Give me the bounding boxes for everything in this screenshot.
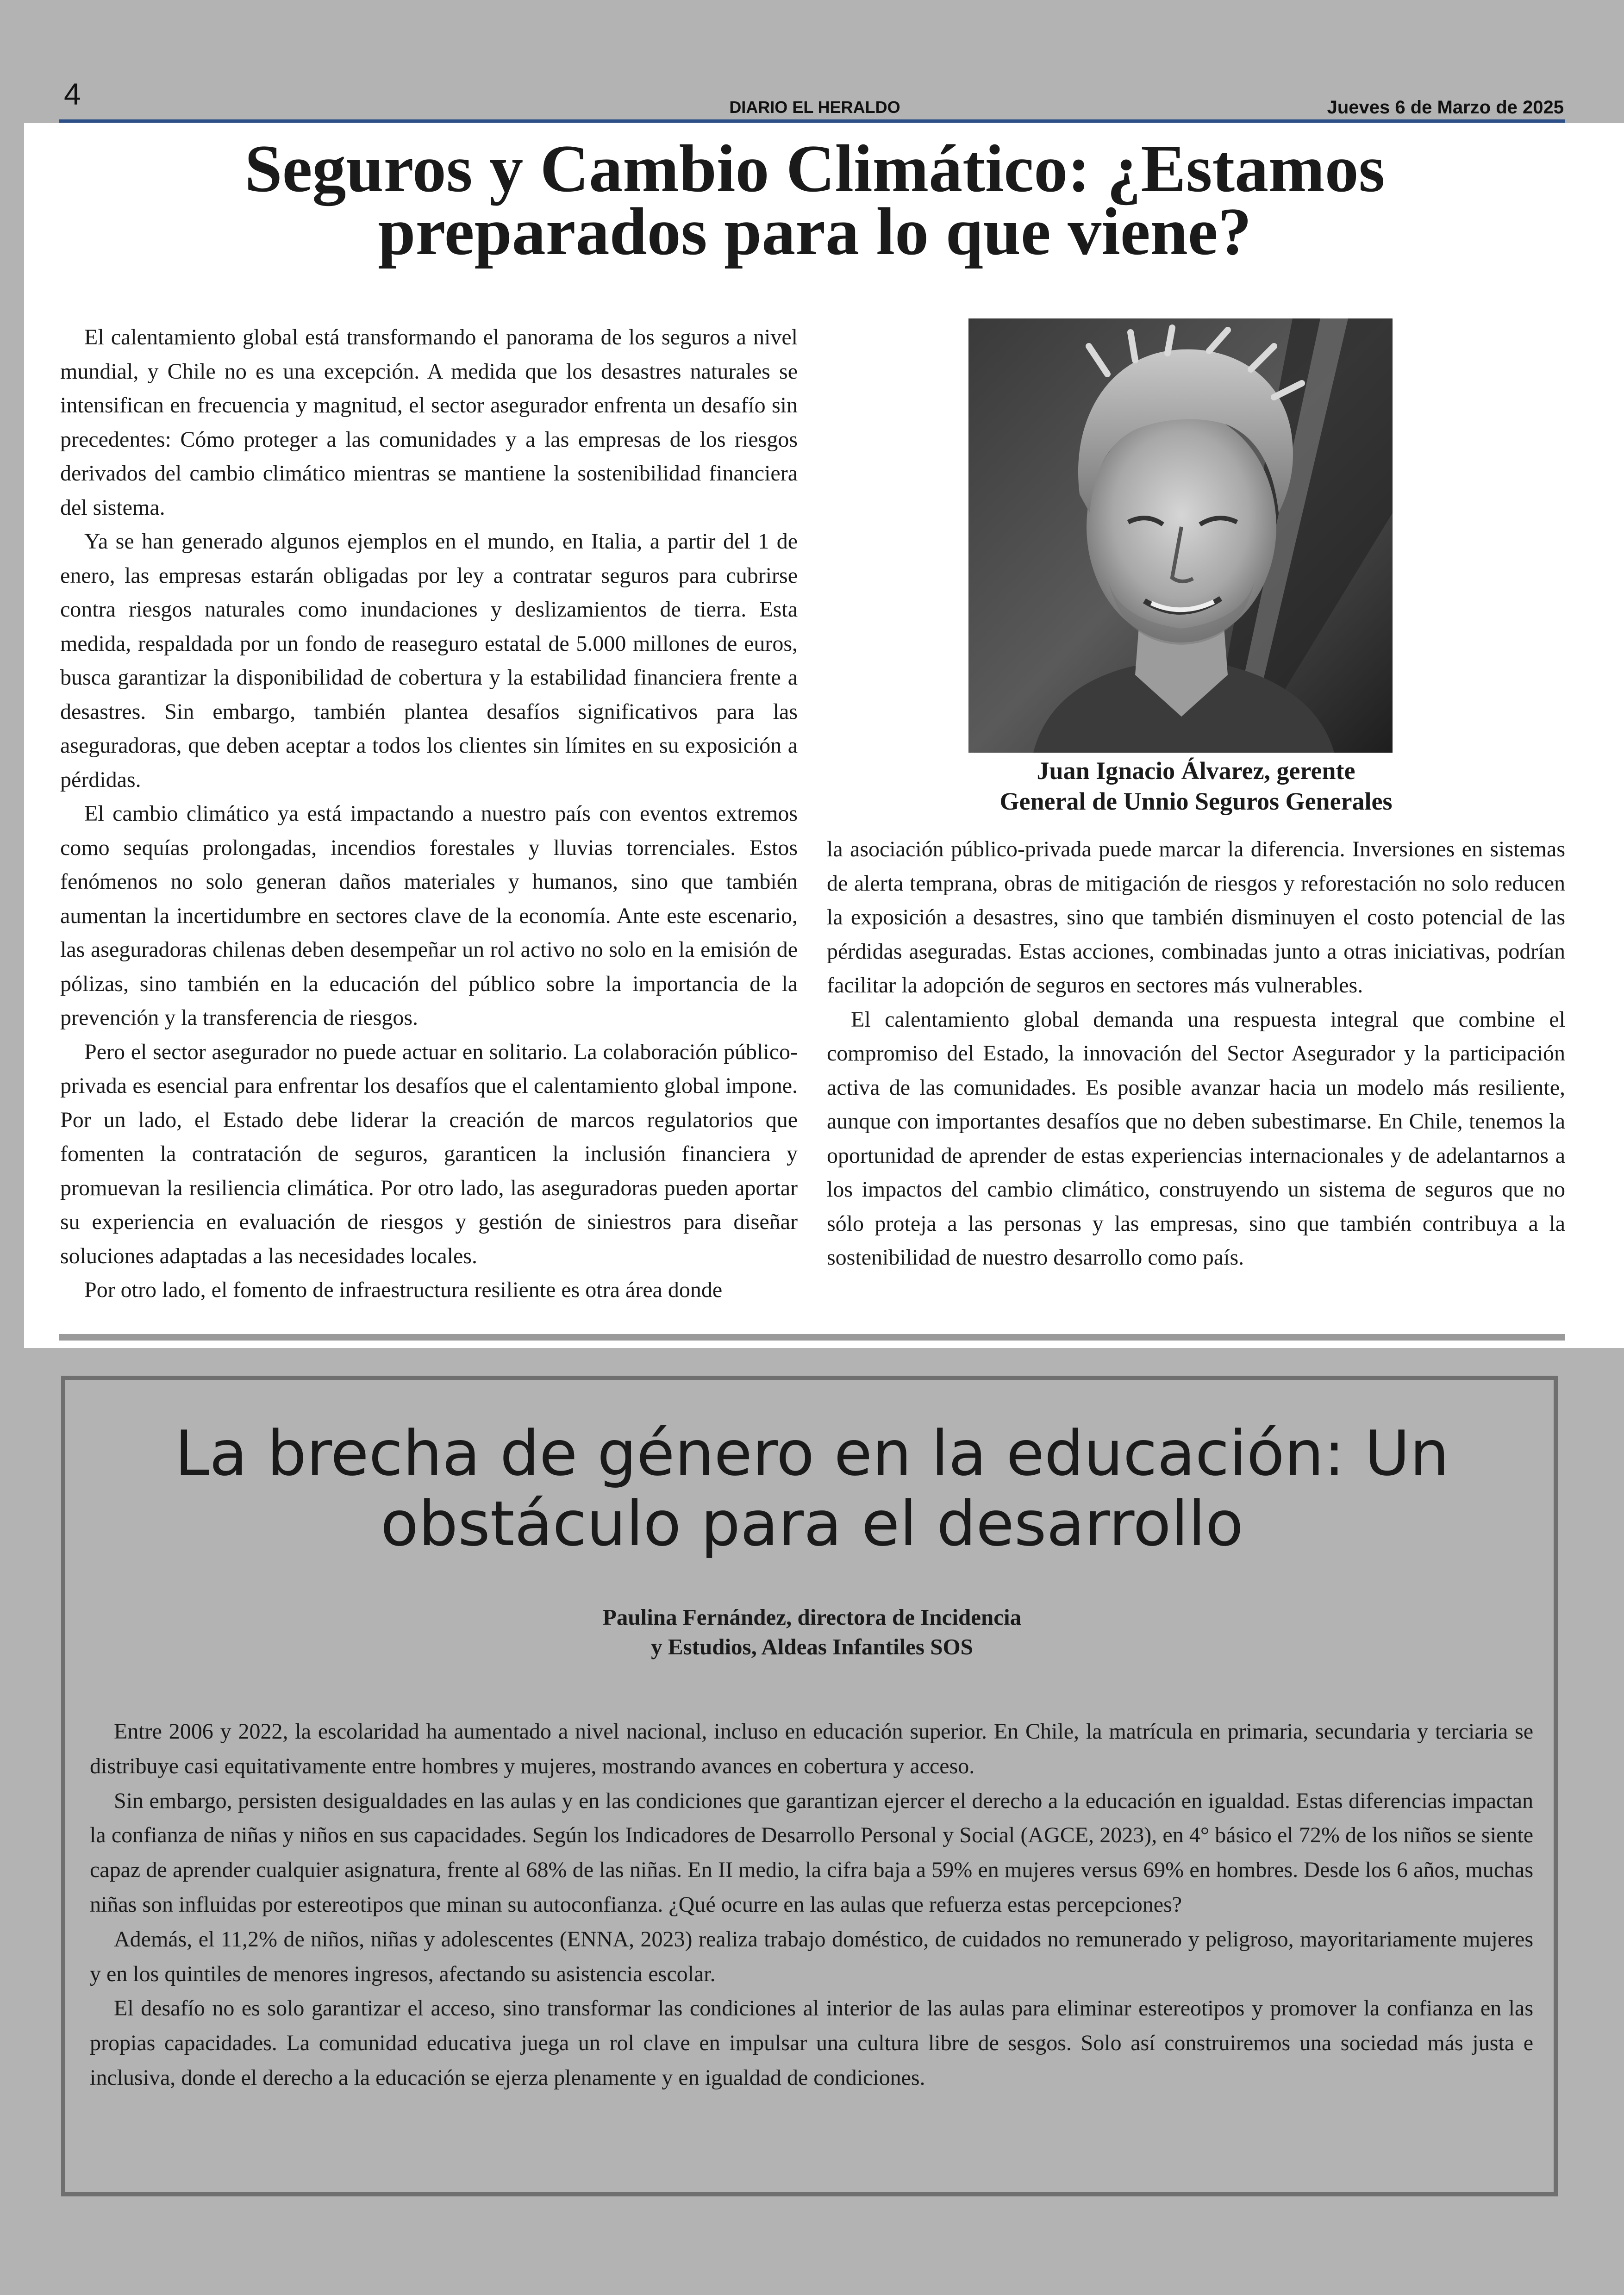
headline-line-2: preparados para lo que viene? xyxy=(378,194,1252,269)
opinion-author xyxy=(65,1603,1559,1662)
author-portrait-photo xyxy=(968,318,1393,753)
caption-line-2: General de Unnio Seguros Generales xyxy=(999,787,1393,815)
opinion-paragraph: Además, el 11,2% de niños, niñas y adolescentes (ENNA, 2023) realiza trabajo doméstico, de cuidados no remunerado y peligroso, mayoritariamente mujeres y en los quintiles de menores ingresos, afectando su asistencia escolar. xyxy=(90,1927,1533,1986)
opinion-headline xyxy=(65,1418,1559,1559)
issue-date: Jueves 6 de Marzo de 2025 xyxy=(1327,97,1564,118)
article-headline xyxy=(65,131,1565,269)
opinion-headline-line-2: obstáculo para el desarrollo xyxy=(381,1488,1243,1560)
newspaper-name: DIARIO EL HERALDO xyxy=(729,98,900,117)
article-paragraph: El cambio climático ya está impactando a nuestro país con eventos extremos como sequías prolongadas, incendios forestales y lluvias torrenciales. Estos fenómenos no solo generan daños materiales y humanos, sino que también aumentan la incertidumbre en sectores clave de la economía. Ante este escenario, las aseguradoras chilenas deben desempeñar un rol activo no solo en la emisión de pólizas, sino también en la educación del público sobre la importancia de la prevención y la transferencia de riesgos. xyxy=(60,801,798,1030)
article-right-column xyxy=(827,832,1565,1275)
page-number: 4 xyxy=(64,77,81,111)
caption-line-1: Juan Ignacio Álvarez, gerente xyxy=(1037,757,1355,785)
article-paragraph: Por otro lado, el fomento de infraestructura resiliente es otra área donde xyxy=(84,1278,723,1302)
opinion-headline-line-1: La brecha de género en la educación: Un xyxy=(175,1417,1449,1490)
photo-caption xyxy=(827,755,1565,817)
headline-line-1: Seguros y Cambio Climático: ¿Estamos xyxy=(244,131,1385,206)
opinion-paragraph: Sin embargo, persisten desigualdades en las aulas y en las condiciones que garantizan ejercer el derecho a la educación en igualdad. Estas diferencias impactan la confianza de niñas y niños en sus capacidades. Según los Indicadores de Desarrollo Personal y Social (AGCE, 2023), en 4° básico el 72% de los niños se siente capaz de aprender cualquier asignatura, frente al 68% de las niñas. En II medio, la cifra baja a 59% en mujeres versus 69% en hombres. Desde los 6 años, muchas niñas son influidas por estereotipos que minan su autoconfianza. ¿Qué ocurre en las aulas que refuerza estas percepciones? xyxy=(90,1788,1533,1917)
article-paragraph: Pero el sector asegurador no puede actuar en solitario. La colaboración público-privada es esencial para enfrentar los desafíos que el calentamiento global impone. Por un lado, el Estado debe liderar la creación de marcos regulatorios que fomenten la contratación de seguros, garanticen la inclusión financiera y promuevan la resiliencia climática. Por otro lado, las aseguradoras pueden aportar su experiencia en evaluación de riesgos y gestión de siniestros para diseñar soluciones adaptadas a las necesidades locales. xyxy=(60,1039,798,1268)
article-paragraph: la asociación público-privada puede marcar la diferencia. Inversiones en sistemas de alerta temprana, obras de mitigación de riesgos y reforestación no solo reducen la exposición a desastres, sino que también disminuyen el costo potencial de las pérdidas aseguradas. Estas acciones, combinadas junto a otras iniciativas, podrían facilitar la adopción de seguros en sectores más vulnerables. xyxy=(827,837,1565,998)
author-line-2: y Estudios, Aldeas Infantiles SOS xyxy=(651,1634,973,1659)
opinion-paragraph: El desafío no es solo garantizar el acceso, sino transformar las condiciones al interior de las aulas para eliminar estereotipos y promover la confianza en las propias capacidades. La comunidad educativa juega un rol clave en impulsar una cultura libre de sesgos. Solo así construiremos una sociedad más justa e inclusiva, donde el derecho a la educación se ejerza plenamente y en igualdad de condiciones. xyxy=(90,1996,1533,2090)
author-line-1: Paulina Fernández, directora de Incidencia xyxy=(602,1604,1022,1630)
article-paragraph: Ya se han generado algunos ejemplos en el mundo, en Italia, a partir del 1 de enero, las empresas estarán obligadas por ley a contratar seguros para cubrirse contra riesgos naturales como inundaciones y deslizamientos de tierra. Esta medida, respaldada por un fondo de reaseguro estatal de 5.000 millones de euros, busca garantizar la disponibilidad de cobertura y la estabilidad financiera frente a desastres. Sin embargo, también plantea desafíos significativos para las aseguradoras, que deben aceptar a todos los clientes sin límites en su exposición a pérdidas. xyxy=(60,529,798,792)
opinion-paragraph: Entre 2006 y 2022, la escolaridad ha aumentado a nivel nacional, incluso en educación superior. En Chile, la matrícula en primaria, secundaria y terciaria se distribuye casi equitativamente entre hombres y mujeres, mostrando avances en cobertura y acceso. xyxy=(90,1719,1533,1778)
article-paragraph: El calentamiento global demanda una respuesta integral que combine el compromiso del Estado, la innovación del Sector Asegurador y la participación activa de las comunidades. Es posible avanzar hacia un modelo más resiliente, aunque con importantes desafíos que no deben subestimarse. En Chile, tenemos la oportunidad de aprender de estas experiencias internacionales y de adelantarnos a los impactos del cambio climático, construyendo un sistema de seguros que no sólo proteja a las personas y las empresas, sino que también contribuya a la sostenibilidad de nuestro desarrollo como país. xyxy=(827,1007,1565,1270)
header-rule xyxy=(59,119,1565,123)
article-left-column xyxy=(60,320,798,1307)
section-divider xyxy=(59,1334,1565,1341)
article-paragraph: El calentamiento global está transformando el panorama de los seguros a nivel mundial, y Chile no es una excepción. A medida que los desastres naturales se intensifican en frecuencia y magnitud, el sector asegurador enfrenta un desafío sin precedentes: Cómo proteger a las comunidades y a las empresas de los riesgos derivados del cambio climático mientras se mantiene la sostenibilidad financiera del sistema. xyxy=(60,325,798,520)
opinion-body xyxy=(90,1715,1533,2095)
portrait-image xyxy=(968,318,1393,753)
